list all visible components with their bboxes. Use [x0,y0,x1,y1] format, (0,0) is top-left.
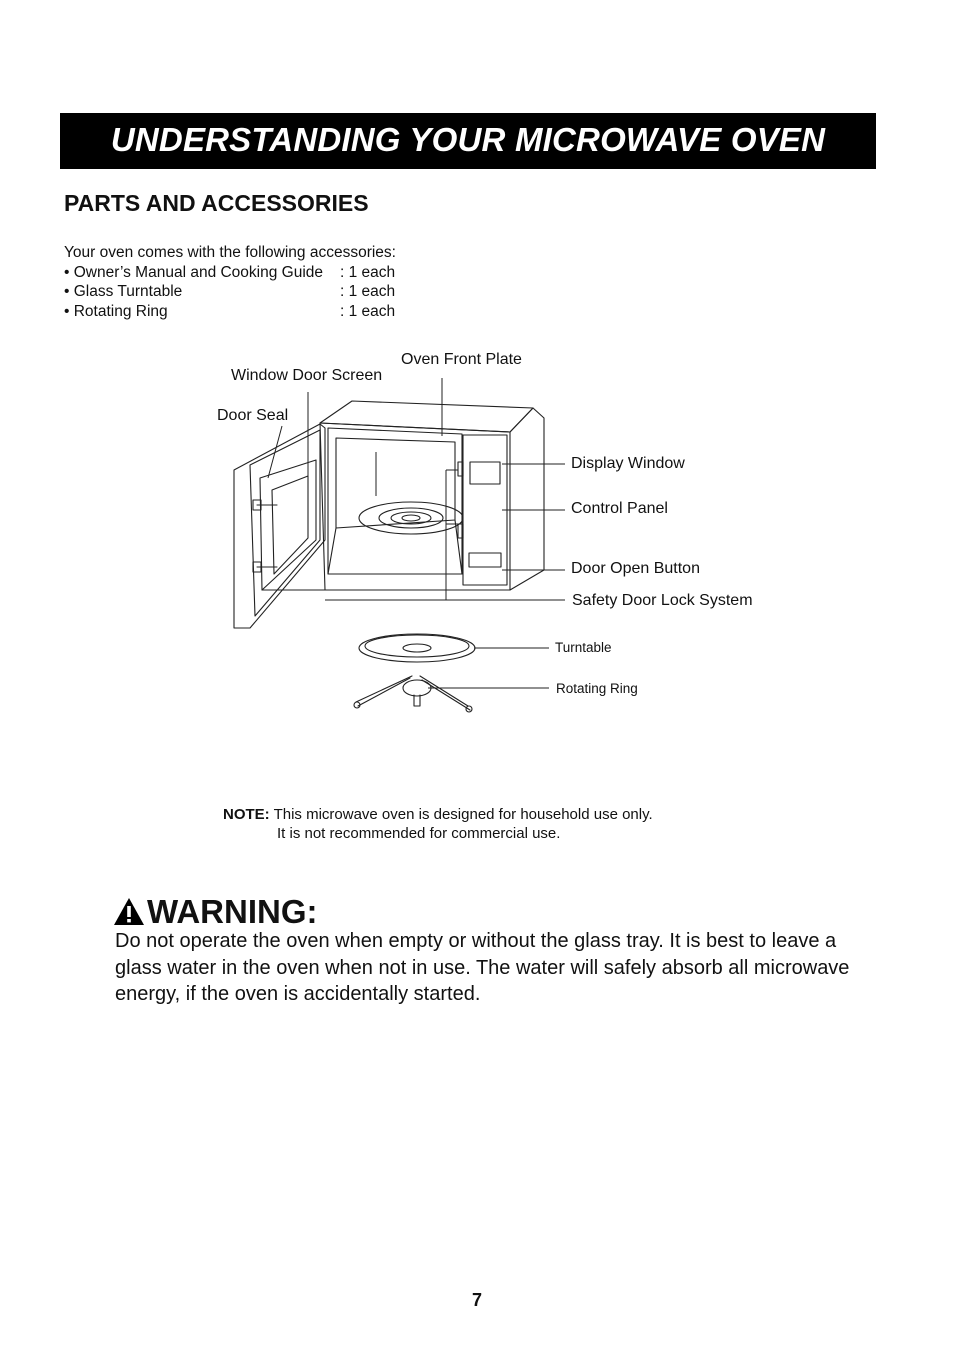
label-turntable: Turntable [555,640,612,655]
glass-turntable [359,634,475,662]
label-rotating-ring: Rotating Ring [556,681,638,696]
accessory-qty: : 1 each [340,283,396,300]
warning-title: WARNING: [147,893,318,930]
oven-cavity [328,428,462,574]
page-title: UNDERSTANDING YOUR MICROWAVE OVEN [110,121,826,158]
warning-triangle-icon [113,897,145,926]
accessory-name: • Rotating Ring [64,302,168,320]
label-display-window: Display Window [571,455,685,472]
label-window-door-screen: Window Door Screen [231,367,383,384]
page-number: 7 [471,1290,482,1310]
label-door-open-button: Door Open Button [571,560,700,577]
callout-safety-lock [446,470,458,600]
note [223,805,653,843]
section-title: PARTS AND ACCESSORIES [64,190,369,216]
label-door-seal: Door Seal [217,407,289,424]
display-window [470,462,500,484]
oven-cabinet-side [510,408,544,590]
label-safety-door-lock: Safety Door Lock System [572,592,753,609]
warning-body: Do not operate the oven when empty or without the glass tray. It is best to leave a glass water in the oven when not in use. The water will safely absorb all microwave energy, if the oven is accidentally started. [115,930,850,1005]
label-control-panel: Control Panel [571,500,668,517]
warning-heading [113,893,317,931]
label-oven-front-plate: Oven Front Plate [401,351,522,368]
control-panel-outline [463,435,507,585]
door-open-button [469,553,501,567]
oven-cabinet-top [320,401,533,432]
inner-turntable [359,502,463,534]
rotating-ring [354,676,472,712]
note-line2: It is not recommended for commercial use. [277,825,561,842]
accessory-qty: : 1 each [340,263,396,281]
note-prefix: NOTE: [223,806,270,823]
oven-door [234,424,325,628]
accessories-intro: Your oven comes with the following accessories: [64,244,396,261]
note-line1: This microwave oven is designed for household use only. [269,806,653,823]
accessory-name: • Glass Turntable [64,283,183,300]
callout-door-seal [268,426,282,478]
accessory-name: • Owner’s Manual and Cooking Guide [64,263,324,281]
accessory-qty: : 1 each [340,302,396,320]
oven-cabinet-front [320,423,510,590]
